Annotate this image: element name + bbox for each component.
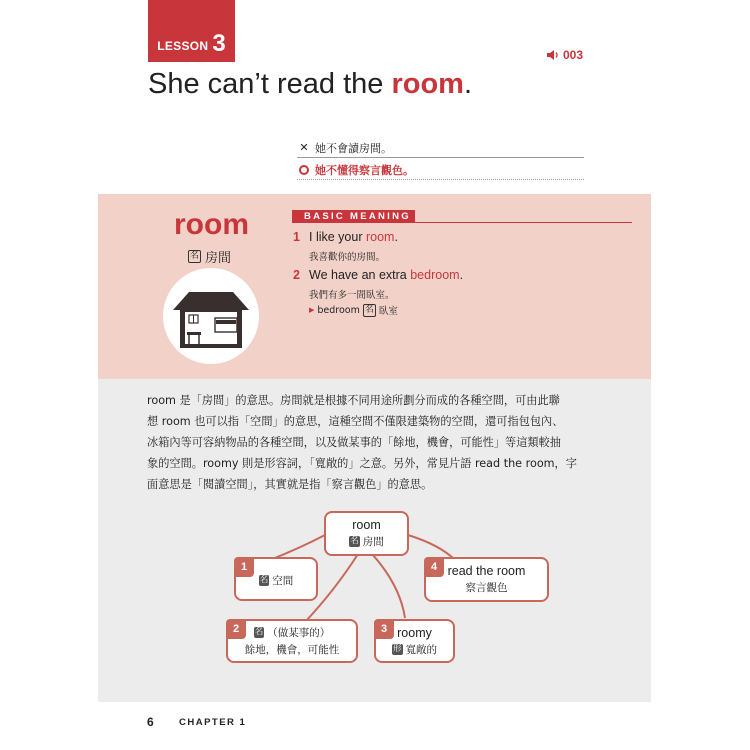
node-word: read the room: [447, 564, 526, 578]
title-prefix: She can’t read the: [148, 68, 392, 100]
lesson-number: 3: [212, 30, 226, 57]
node-meaning: 寬敞的: [405, 643, 437, 656]
node-meaning: 察言觀色: [465, 582, 508, 594]
pos-tag: 形: [392, 643, 402, 654]
wrong-translation-text: 她不會讀房間。: [315, 141, 392, 155]
node-meaning: 空間: [272, 574, 294, 587]
paragraph-line: 冰箱內等可容納物品的各種空間，以及做某事的「餘地，機會，可能性」等這類較抽: [147, 436, 561, 449]
pos-tag: 名: [350, 536, 359, 546]
example-text: I like your: [309, 230, 366, 244]
node-number-2: 2: [226, 619, 246, 639]
example-highlight: room: [365, 230, 395, 244]
headword: room: [174, 208, 249, 241]
audio-track-number: 003: [563, 48, 584, 62]
chapter-label: CHAPTER 1: [179, 717, 247, 728]
cross-icon: ✕: [299, 141, 309, 154]
paragraph-line: room 是「房間」的意思。房間就是根據不同用途所劃分而成的各種空間，可由此聯: [147, 394, 560, 407]
paragraph-line: 面意思是「閱讀空間」，其實就是指「察言觀色」的意思。: [147, 478, 433, 491]
example-translation-1: 我喜歡你的房間。: [309, 252, 386, 263]
triangle-icon: ▶: [309, 306, 315, 314]
example-highlight: bedroom: [410, 268, 460, 282]
example-end: .: [459, 268, 464, 282]
correct-translation-text: 她不懂得察言觀色。: [315, 163, 414, 177]
paragraph-line: 象的空間。roomy 則是形容詞，「寬敞的」之意。另外，常見片語 read the room，字: [147, 457, 577, 470]
center-meaning: 房間: [362, 536, 384, 548]
note-word: bedroom: [317, 304, 360, 316]
basic-meaning-label: BASIC MEANING: [292, 210, 415, 223]
node-number-1: 1: [234, 557, 254, 577]
example-end: .: [394, 230, 398, 244]
example-number: 1: [293, 230, 300, 244]
example-number: 2: [293, 268, 300, 282]
diagram-center-node: [324, 511, 409, 556]
title-highlight: room: [391, 68, 464, 100]
title-suffix: .: [463, 68, 473, 100]
lesson-label: LESSON: [157, 39, 209, 53]
node-meaning: 餘地，機會，可能性: [244, 644, 340, 656]
page-number: 6: [147, 715, 154, 729]
pos-tag: 名: [364, 304, 374, 315]
note-meaning: 臥室: [378, 306, 398, 317]
node-meaning-top: （做某事的）: [267, 627, 331, 639]
pos-tag: 名: [190, 251, 200, 261]
pos-tag: 名: [254, 627, 264, 637]
paragraph-line: 想 room 也可以指「空間」的意思，這種空間不僅限建築物的空間，還可指包包內、: [147, 415, 564, 428]
center-word: room: [352, 518, 381, 532]
meaning-text: 房間: [205, 251, 232, 266]
node-number-4: 4: [424, 557, 444, 577]
node-word: roomy: [397, 625, 432, 640]
example-text: We have an extra: [309, 268, 411, 282]
pos-tag: 名: [259, 574, 269, 585]
node-number-3: 3: [374, 619, 394, 639]
example-translation-2: 我們有多一間臥室。: [309, 290, 395, 301]
